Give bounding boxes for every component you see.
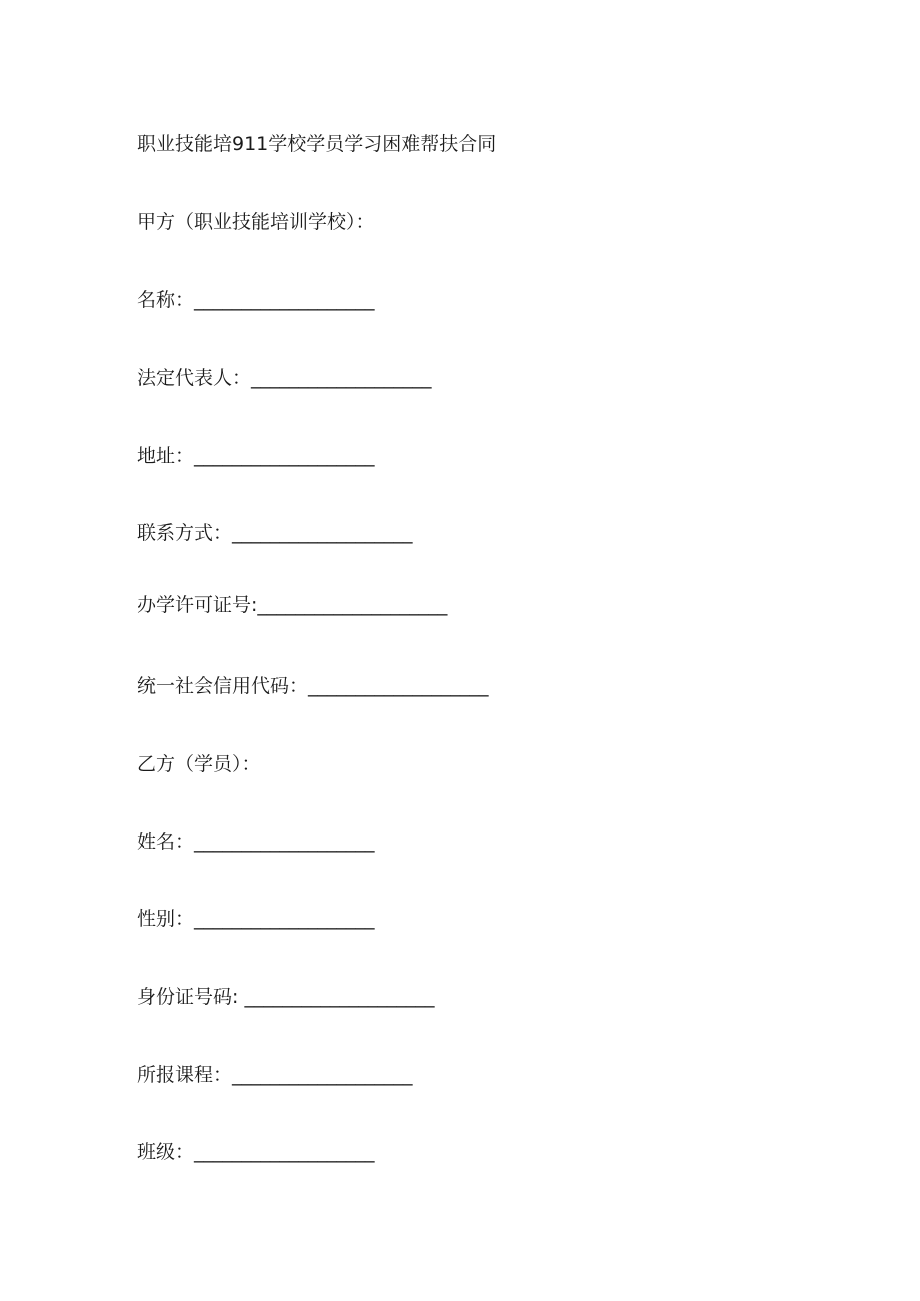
field-student-name: 姓名：___________________ (137, 831, 375, 853)
field-credit-code: 统一社会信用代码：___________________ (137, 675, 489, 697)
field-class: 班级：___________________ (137, 1141, 375, 1163)
document-title: 职业技能培911学校学员学习困难帮扶合同 (137, 133, 497, 155)
field-address: 地址：___________________ (137, 445, 375, 467)
field-gender: 性别：___________________ (137, 908, 375, 930)
field-name: 名称：___________________ (137, 289, 375, 311)
field-course: 所报课程：___________________ (137, 1064, 413, 1086)
field-contact: 联系方式：___________________ (137, 522, 413, 544)
field-license-number: 办学许可证号:____________________ (137, 594, 448, 616)
field-legal-representative: 法定代表人：___________________ (137, 367, 432, 389)
field-id-number: 身份证号码: ____________________ (137, 986, 435, 1008)
party-a-heading: 甲方（职业技能培训学校）： (137, 211, 375, 233)
party-b-heading: 乙方（学员）： (137, 753, 261, 775)
